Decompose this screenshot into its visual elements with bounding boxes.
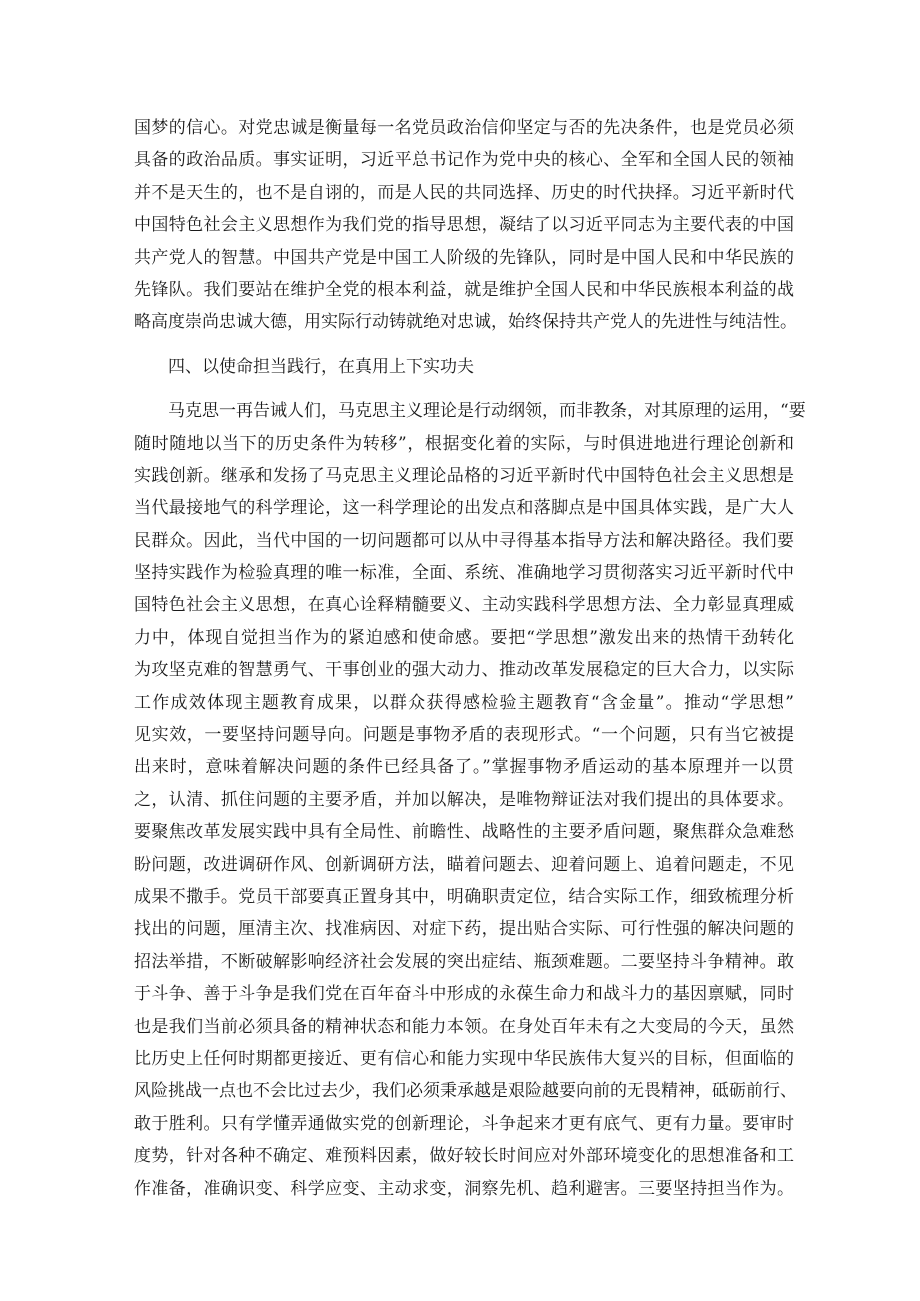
paragraph-practice [134,395,806,1205]
paragraph-loyalty [134,112,797,339]
text-line: 略高度崇尚忠诚大德，用实际行动铸就绝对忠诚，始终保持共产党人的先进性与纯洁性。 [134,312,797,333]
text-line: 国梦的信心。对党忠诚是衡量每一名党员政治信仰坚定与否的先决条件，也是党员必须 [134,118,794,138]
text-line: 民群众。因此，当代中国的一切问题都可以从中寻得基本指导方法和解决路径。我们要 [134,530,794,551]
text-line: 于斗争、善于斗争是我们党在百年奋斗中形成的永葆生命力和战斗力的基因禀赋，同时 [134,984,794,1005]
text-line: 坚持实践作为检验真理的唯一标准，全面、系统、准确地学习贯彻落实习近平新时代中 [134,563,794,584]
text-line: 并不是天生的，也不是自诩的，而是人民的共同选择、历史的时代抉择。习近平新时代 [134,182,794,203]
text-line: 中国特色社会主义思想作为我们党的指导思想，凝结了以习近平同志为主要代表的中国 [134,215,794,236]
text-line: 之，认清、抓住问题的主要矛盾，并加以解决，是唯物辩证法对我们提出的具体要求。 [134,789,794,810]
text-line: 也是我们当前必须具备的精神状态和能力本领。在身处百年未有之大变局的今天，虽然 [134,1016,794,1037]
text-line: 盼问题，改进调研作风、创新调研方法，瞄着问题去、迎着问题上、追着问题走，不见 [134,854,794,875]
text-line: 具备的政治品质。事实证明，习近平总书记作为党中央的核心、全军和全国人民的领袖 [134,150,794,171]
text-line: 工作成效体现主题教育成果，以群众获得感检验主题教育“含金量”。推动“学思想” [134,692,794,713]
text-line: 成果不撒手。党员干部要真正置身其中，明确职责定位，结合实际工作，细致梳理分析 [134,886,794,907]
text-line: 见实效，一要坚持问题导向。问题是事物矛盾的表现形式。“一个问题，只有当它被提 [134,725,794,746]
text-line: 度势，针对各种不确定、难预料因素，做好较长时间应对外部环境变化的思想准备和工 [134,1146,794,1167]
text-line: 先锋队。我们要站在维护全党的根本利益，就是维护全国人民和中华民族根本利益的战 [134,279,794,300]
text-line: 敢于胜利。只有学懂弄通做实党的创新理论，斗争起来才更有底气、更有力量。要审时 [134,1113,794,1134]
text-line: 比历史上任何时期都更接近、更有信心和能力实现中华民族伟大复兴的目标，但面临的 [134,1048,794,1069]
text-line: 为攻坚克难的智慧勇气、干事创业的强大动力、推动改革发展稳定的巨大合力，以实际 [134,660,794,681]
text-line: 实践创新。继承和发扬了马克思主义理论品格的习近平新时代中国特色社会主义思想是 [134,465,794,486]
text-line: 国特色社会主义思想，在真心诠释精髓要义、主动实践科学思想方法、全力彰显真理威 [134,595,794,616]
text-line: 作准备，准确识变、科学应变、主动求变，洞察先机、趋利避害。三要坚持担当作为。 [134,1178,794,1199]
text-line: 出来时，意味着解决问题的条件已经具备了。”掌握事物矛盾运动的基本原理并一以贯 [134,757,794,778]
section-heading: 四、以使命担当践行，在真用上下实功夫 [168,356,474,377]
text-line: 招法举措，不断破解影响经济社会发展的突出症结、瓶颈难题。二要坚持斗争精神。敢 [134,951,794,972]
text-line: 随时随地以当下的历史条件为转移”，根据变化着的实际，与时俱进地进行理论创新和 [134,433,794,454]
text-line: 马克思一再告诫人们，马克思主义理论是行动纲领，而非教条，对其原理的运用，“要 [168,401,806,422]
text-line: 要聚焦改革发展实践中具有全局性、前瞻性、战略性的主要矛盾问题，聚焦群众急难愁 [134,822,794,843]
text-line: 共产党人的智慧。中国共产党是中国工人阶级的先锋队，同时是中国人民和中华民族的 [134,247,794,268]
text-line: 当代最接地气的科学理论，这一科学理论的出发点和落脚点是中国具体实践，是广大人 [134,498,794,519]
text-line: 力中，体现自觉担当作为的紧迫感和使命感。要把“学思想”激发出来的热情干劲转化 [134,627,794,648]
text-line: 风险挑战一点也不会比过去少，我们必须秉承越是艰险越要向前的无畏精神，砥砺前行、 [134,1081,797,1102]
text-line: 找出的问题，厘清主次、找准病因、对症下药，提出贴合实际、可行性强的解决问题的 [134,919,794,940]
body-text [134,112,806,1205]
